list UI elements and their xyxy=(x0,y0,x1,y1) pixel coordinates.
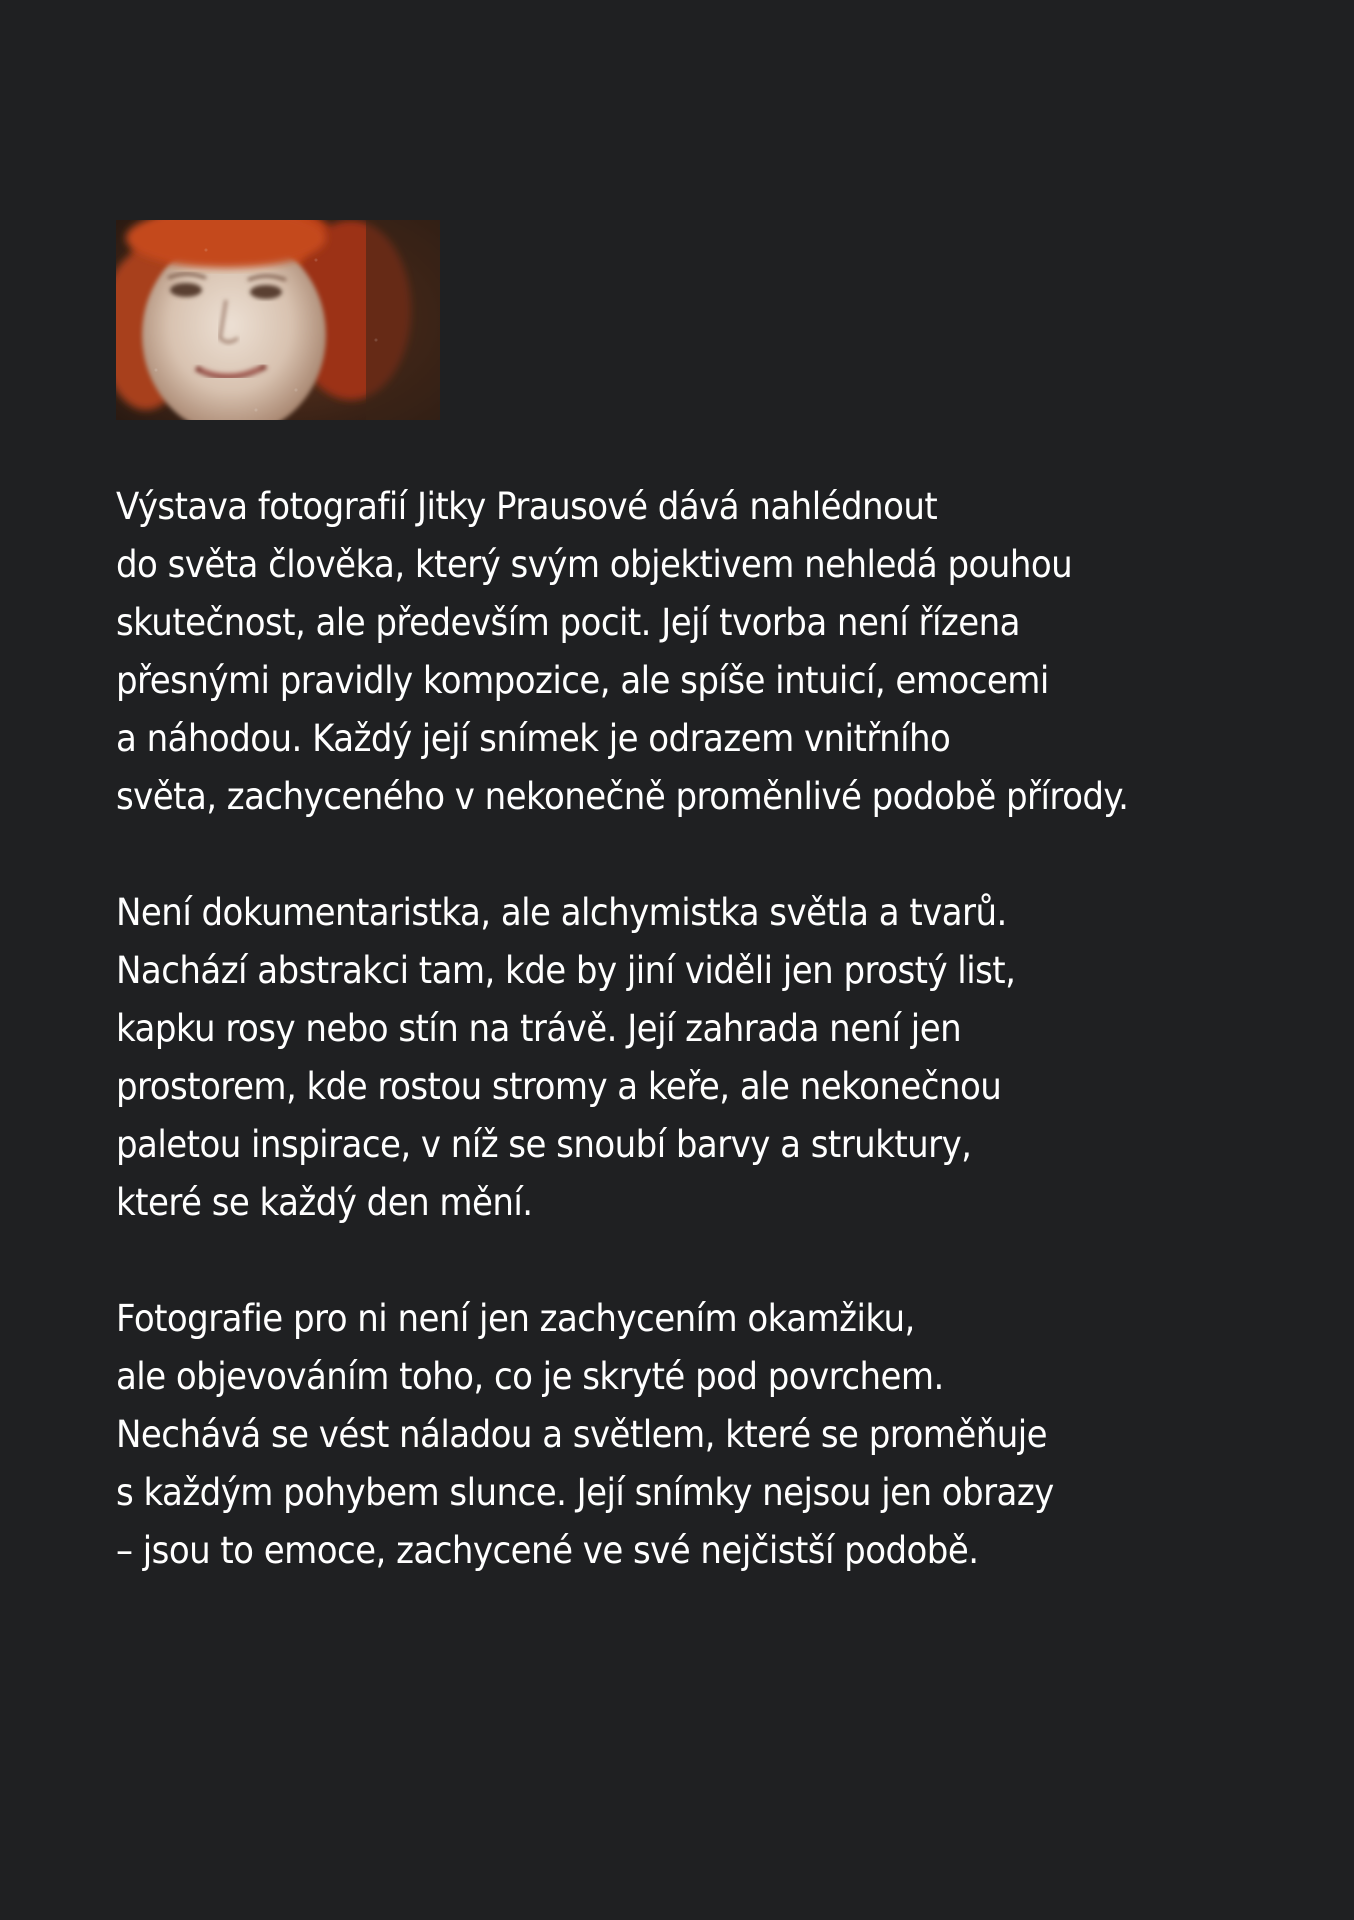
portrait-photo xyxy=(116,220,440,420)
portrait-image xyxy=(116,220,440,420)
exhibition-text xyxy=(116,478,1202,1580)
paragraph-1: Výstava fotografií Jitky Prausové dává nahlédnout do světa člověka, který svým objektivem nehledá pouhou skutečnost, ale především pocit. Její tvorba není řízena přesnými pravidly kompozice, ale spíše intuicí, emocemi a náhodou. Každý její snímek je odrazem vnitřního světa, zachyceného v nekonečně proměnlivé podobě přírody. xyxy=(116,485,1129,818)
paragraph-2: Není dokumentaristka, ale alchymistka světla a tvarů. Nachází abstrakci tam, kde by jiní viděli jen prostý list, kapku rosy nebo stín na trávě. Její zahrada není jen prostorem, kde rostou stromy a keře, ale nekonečnou paletou inspirace, v níž se snoubí barvy a struktury, které se každý den mění. xyxy=(116,891,1016,1224)
paragraph-3: Fotografie pro ni není jen zachycením okamžiku, ale objevováním toho, co je skryté pod povrchem. Nechává se vést náladou a světlem, které se proměňuje s každým pohybem slunce. Její snímky nejsou jen obrazy – jsou to emoce, zachycené ve své nejčistší podobě. xyxy=(116,1297,1054,1572)
